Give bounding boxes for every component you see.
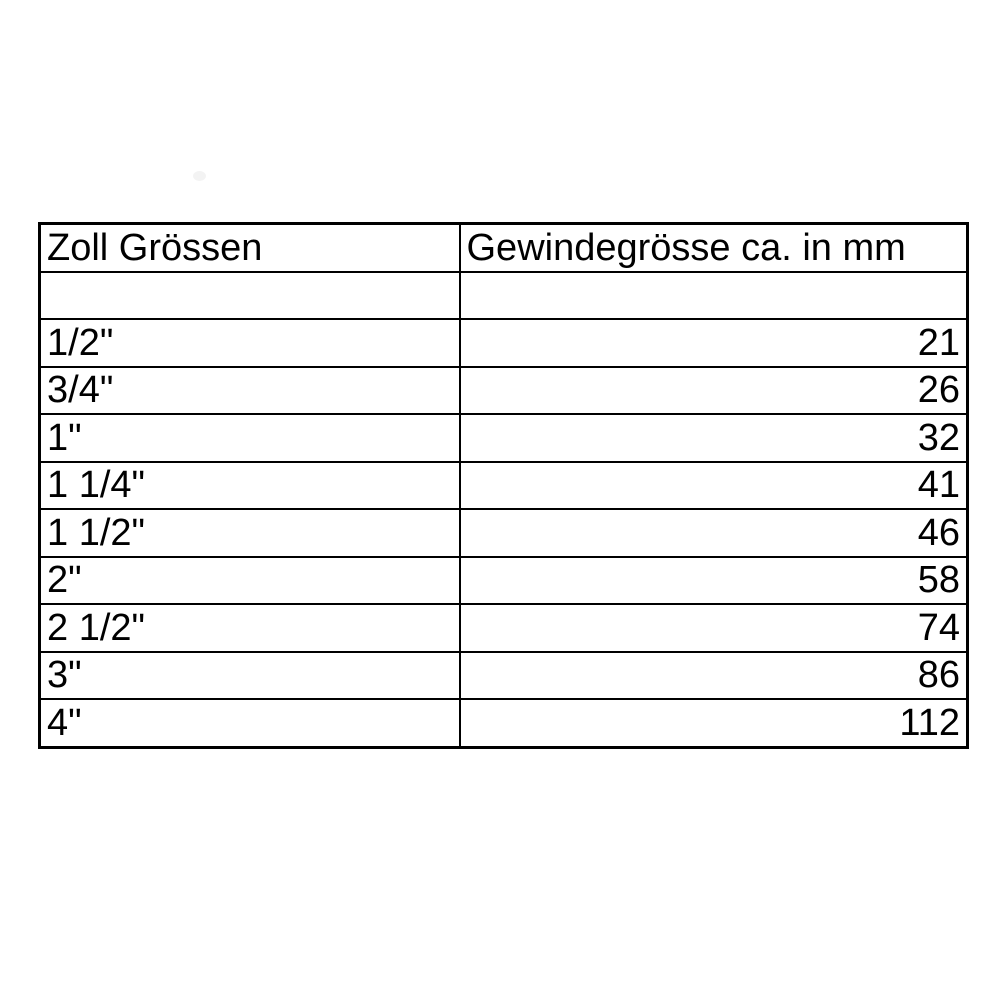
table-row xyxy=(40,319,968,367)
zoll-cell: 3/4" xyxy=(40,367,460,415)
table-row xyxy=(40,367,968,415)
table-row xyxy=(40,604,968,652)
thread-size-table xyxy=(38,222,969,749)
zoll-cell: 1 1/4" xyxy=(40,462,460,510)
mm-cell: 86 xyxy=(460,652,968,700)
table-header-row xyxy=(40,224,968,272)
table-row xyxy=(40,652,968,700)
zoll-cell: 3" xyxy=(40,652,460,700)
mm-cell: 74 xyxy=(460,604,968,652)
mm-cell: 21 xyxy=(460,319,968,367)
mm-cell: 32 xyxy=(460,414,968,462)
table-row-empty xyxy=(40,272,968,320)
faint-smudge xyxy=(193,171,206,181)
zoll-cell: 1" xyxy=(40,414,460,462)
table-row xyxy=(40,699,968,747)
zoll-cell xyxy=(40,272,460,320)
mm-cell: 46 xyxy=(460,509,968,557)
zoll-cell: 4" xyxy=(40,699,460,747)
table-row xyxy=(40,414,968,462)
table-row xyxy=(40,462,968,510)
mm-cell xyxy=(460,272,968,320)
zoll-cell: 1/2" xyxy=(40,319,460,367)
mm-cell: 41 xyxy=(460,462,968,510)
mm-cell: 112 xyxy=(460,699,968,747)
mm-cell: 58 xyxy=(460,557,968,605)
table-row xyxy=(40,557,968,605)
column-header-gewindegroesse: Gewindegrösse ca. in mm xyxy=(460,224,968,272)
mm-cell: 26 xyxy=(460,367,968,415)
zoll-cell: 2" xyxy=(40,557,460,605)
table-row xyxy=(40,509,968,557)
column-header-zoll-groessen: Zoll Grössen xyxy=(40,224,460,272)
zoll-cell: 1 1/2" xyxy=(40,509,460,557)
zoll-cell: 2 1/2" xyxy=(40,604,460,652)
